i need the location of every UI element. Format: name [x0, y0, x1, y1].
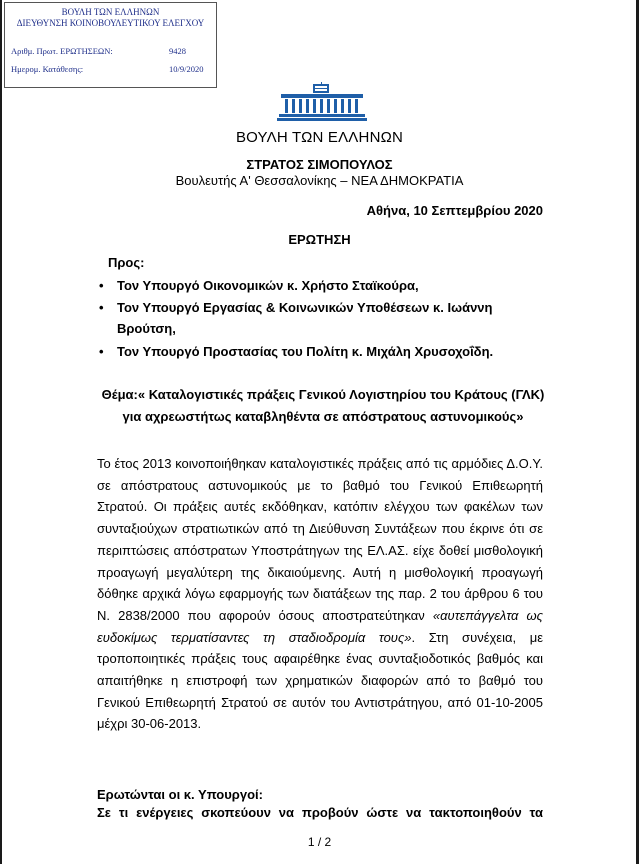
recipients-label: Προς: — [108, 255, 145, 270]
document-heading: ΕΡΩΤΗΣΗ — [288, 232, 351, 247]
parliament-title: ΒΟΥΛΗ ΤΩΝ ΕΛΛΗΝΩΝ — [235, 129, 404, 146]
bullet-icon: • — [99, 300, 104, 315]
mp-name: ΣΤΡΑΤΟΣ ΣΙΜΟΠΟΥΛΟΣ — [246, 157, 393, 172]
stamp-department: ΔΙΕΥΘΥΝΣΗ ΚΟΙΝΟΒΟΥΛΕΥΤΙΚΟΥ ΕΛΕΓΧΟΥ — [16, 18, 205, 28]
body-paragraph — [97, 453, 543, 735]
questions-label: Ερωτώνται οι κ. Υπουργοί: — [97, 787, 263, 802]
stamp-date-label: Ημερομ. Κατάθεσης: — [11, 64, 84, 74]
bullet-icon: • — [99, 278, 104, 293]
page-number: 1 / 2 — [307, 835, 332, 849]
stamp-protocol-value: 9428 — [169, 46, 186, 56]
body-text-part-1: Το έτος 2013 κοινοποιήθηκαν καταλογιστικές πράξεις από τις αρμόδιες Δ.Ο.Υ. σε απόστρατους αστυνομικούς με το βαθμό του Γενικού Επιθεωρητή Στρατού. Οι πράξεις αυτές εκδόθηκαν, κατόπιν ελέγχου των φακέλων των συνταξιούχων στρατιωτικών από τη Διεύθυνση Συντάξεων που έκρινε ότι σε περιπτώσεις απόστρατων Υποστράτηγων της ΕΛ.ΑΣ. είχε δοθεί μισθολογική προαγωγή μεγαλύτερη της δικαιούμενης. Αυτή η μισθολογική προαγωγή δόθηκε αρχικά λόγω εφαρμογής των διατάξεων της παρ. 2 του άρθρου 6 του Ν. 2838/2000 που αφορούν όσους αποστρατεύτηκαν — [97, 456, 543, 623]
stamp-org: ΒΟΥΛΗ ΤΩΝ ΕΛΛΗΝΩΝ — [61, 7, 160, 17]
stamp-date-value: 10/9/2020 — [169, 64, 204, 74]
parliament-building-emblem-icon — [277, 82, 367, 122]
question-text: Σε τι ενέργειες σκοπεύουν να προβούν ώστε να τακτοποιηθούν τα — [97, 805, 543, 820]
recipient-text: Τον Υπουργό Εργασίας & Κοινωνικών Υποθέσεων κ. Ιωάννη Βρούτση, — [117, 300, 493, 336]
registration-stamp — [4, 2, 217, 88]
subject: Θέμα:« Καταλογιστικές πράξεις Γενικού Λογιστηρίου του Κράτους (ΓΛΚ) για αχρεωστήτως καταβληθέντα σε απόστρατους αστυνομικούς» — [101, 387, 545, 424]
recipient-item — [99, 341, 547, 362]
body-text-part-2: . Στη συνέχεια, με τροποποιητικές πράξεις τους αφαιρέθηκε ένας συνταξιοδοτικός βαθμός και απαιτήθηκε η επιστροφή των χρηματικών διαφορών από το βαθμό του Γενικού Επιθεωρητή Στρατού σε αυτόν του Αντιστράτηγου, από 01-10-2005 μέχρι 30-06-2013. — [97, 629, 543, 732]
stamp-protocol-label: Αριθμ. Πρωτ. ΕΡΩΤΗΣΕΩΝ: — [11, 46, 113, 56]
document-date: Αθήνα, 10 Σεπτεμβρίου 2020 — [366, 203, 543, 218]
recipient-text: Τον Υπουργό Οικονομικών κ. Χρήστο Σταϊκούρα, — [117, 278, 419, 293]
recipient-item — [99, 297, 547, 339]
bullet-icon: • — [99, 344, 104, 359]
recipient-text: Τον Υπουργό Προστασίας του Πολίτη κ. Μιχάλη Χρυσοχοΐδη. — [117, 344, 494, 359]
mp-role: Βουλευτής Α' Θεσσαλονίκης – ΝΕΑ ΔΗΜΟΚΡΑΤΙΑ — [175, 173, 464, 188]
body-quote: «αυτεπάγγελτα ως ευδοκίμως τερματίσαντες τη σταδιοδρομία τους» — [97, 607, 543, 645]
recipient-item — [99, 275, 547, 296]
